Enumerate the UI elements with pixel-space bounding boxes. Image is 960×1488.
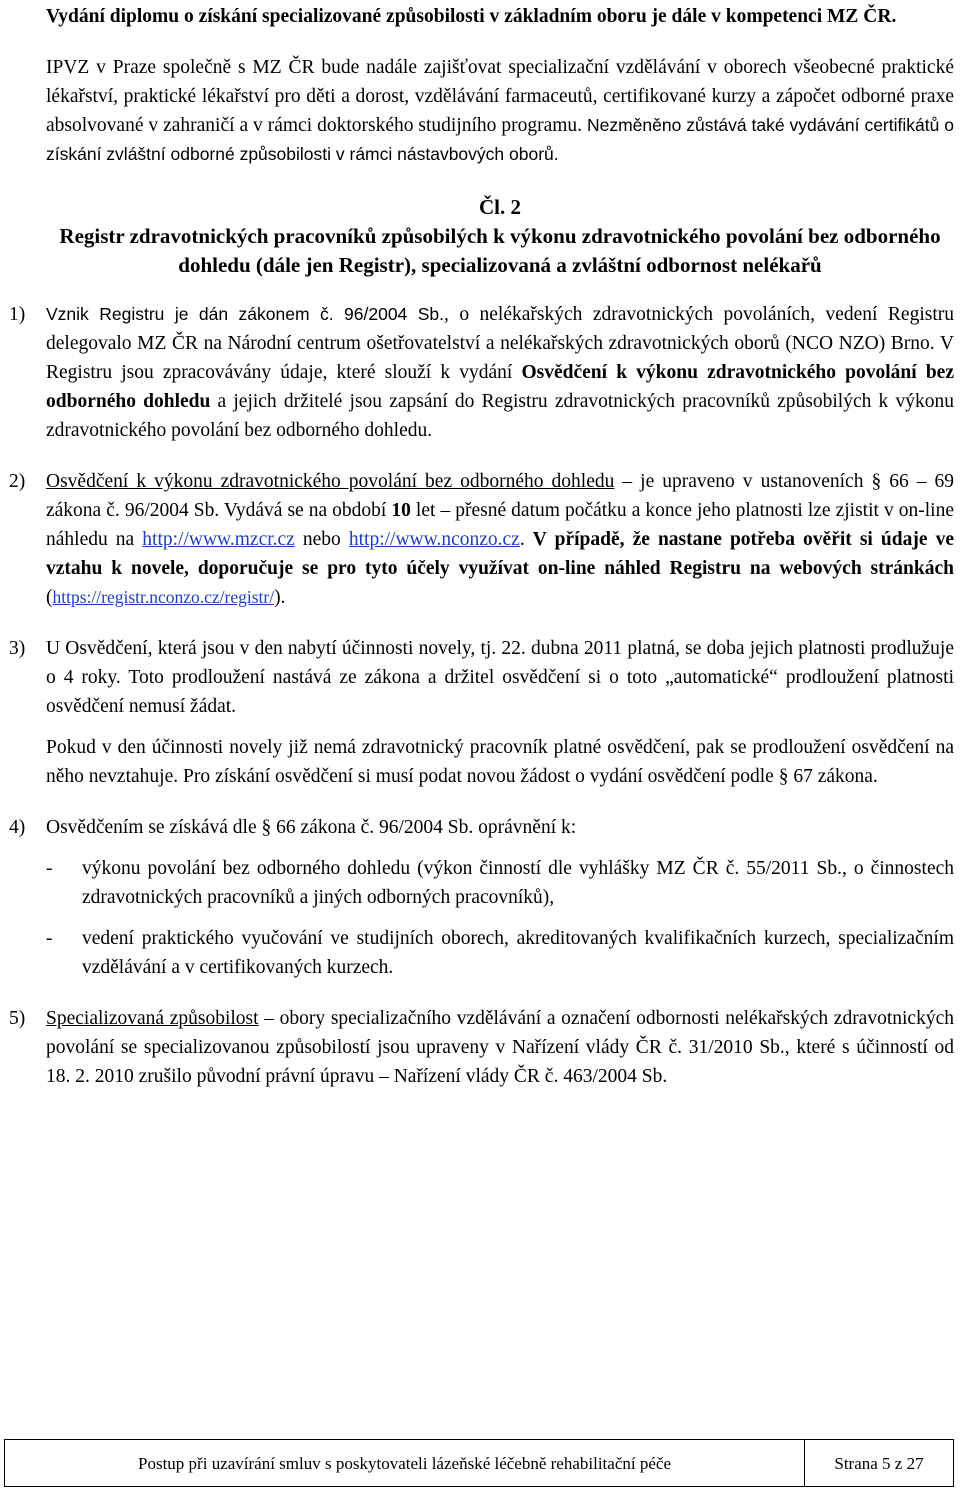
item-number: 5) (9, 1008, 26, 1029)
item-2-text-e: nebo (294, 529, 349, 550)
document-page (9, 2, 955, 1113)
item-2-bold-note: V případě, že nastane potřeba ověřit si údaje ve vztahu k novele, doporučuje se pro tyto účely využívat on-line náhled Registru na webových stránkách (46, 529, 954, 579)
intro-bold-paragraph: Vydání diplomu o získání specializované způsobilosti v základním oboru je dále v kompetenci MZ ČR. (46, 6, 897, 27)
link-mzcr[interactable]: http://www.mzcr.cz (142, 529, 295, 550)
item-2-underlined-title: Osvědčení k výkonu zdravotnického povolání bez odborného dohledu (46, 471, 615, 492)
dash-item-1-text: výkonu povolání bez odborného dohledu (výkon činností dle vyhlášky MZ ČR č. 55/2011 Sb., o činnostech zdravotnických pracovníků a jiných odborných pracovníků), (82, 858, 954, 908)
item-2-text-i: ). (274, 587, 286, 608)
item-1-text-d: a jejich držitelé jsou zapsání do Registru zdravotnických pracovníků způsobilých k výkonu zdravotnického povolání bez odborného dohledu. (46, 391, 954, 441)
item-2-text-d: let – přesné datum počátku a konce jeho platnosti lze zjistit v on-line náhledu na (46, 500, 954, 550)
intro-text-1: IPVZ v Praze společně s MZ ČR bude nadále zajišťovat specializační vzdělávání v oborech všeobecné praktické lékařství, praktické lékařství pro děti a dorost, vzdělávání farmaceutů, certifikované kurzy a zápočet odborné praxe absolvované v zahraničí a v rámci doktorského studijního programu. (46, 57, 954, 136)
intro-paragraph (46, 53, 954, 169)
item-3-paragraph-1: U Osvědčení, která jsou v den nabytí účinnosti novely, tj. 22. dubna 2011 platná, se doba jejich platnosti prodlužuje o 4 roky. Toto prodloužení nastává ze zákona a držitel osvědčení si o toto „automatické“ prodloužení platnosti osvědčení nemusí žádat. (46, 638, 954, 717)
item-5-underlined-title: Specializovaná způsobilost (46, 1008, 259, 1029)
article-title: Registr zdravotnických pracovníků způsobilých k výkonu zdravotnického povolání bez odborného dohledu (dále jen Registr), specializovaná a zvláštní odbornost nelékařů (59, 224, 941, 277)
item-2-text-b: – je upraveno v ustanoveních § 66 – 69 zákona č. 96/2004 Sb. Vydává se na období (46, 471, 955, 521)
footer-title: Postup při uzavírání smluv s poskytovateli lázeňské léčebně rehabilitační péče (5, 1440, 805, 1486)
item-1-bold-certificate: Osvědčení k výkonu zdravotnického povolání bez odborného dohledu (46, 362, 954, 412)
article-number: Čl. 2 (479, 195, 521, 219)
item-4-intro: Osvědčením se získává dle § 66 zákona č. 96/2004 Sb. oprávnění k: (46, 817, 577, 838)
item-2-period: 10 (391, 500, 411, 521)
item-number: 3) (9, 638, 26, 659)
dash-bullet: - (46, 858, 53, 879)
item-5-text-b: – obory specializačního vzdělávání a označení odbornosti nelékařských zdravotnických povolání se specializovanou způsobilostí jsou upraveny v Nařízení vlády ČR č. 31/2010 Sb., které s účinností od 18. 2. 2010 zrušilo původní právní úpravu – Nařízení vlády ČR č. 463/2004 Sb. (46, 1008, 954, 1087)
item-3-paragraph-2: Pokud v den účinnosti novely již nemá zdravotnický pracovník platné osvědčení, pak se prodloužení osvědčení na něho nevztahuje. Pro získání osvědčení si musí podat novou žádost o vydání osvědčení podle § 67 zákona. (46, 737, 954, 787)
list-item-5 (9, 1004, 954, 1091)
list-item-2 (9, 467, 955, 612)
page-footer (4, 1439, 954, 1487)
item-number: 4) (9, 817, 26, 838)
dash-item-2 (46, 924, 954, 982)
list-item-1 (9, 300, 954, 445)
item-number: 2) (9, 471, 26, 492)
item-2-text-f: . (519, 529, 533, 550)
intro-text-2: Nezměněno zůstává také vydávání certifikátů o získání zvláštní odborné způsobilosti v rámci nástavbových oborů. (46, 115, 954, 164)
link-registr[interactable]: https://registr.nconzo.cz/registr/ (52, 587, 275, 607)
item-1-text-b: , o nelékařských zdravotnických povoláních, vedení Registru delegovalo MZ ČR na Národní centrum ošetřovatelství a nelékařských zdravotnických oborů (NCO NZO) Brno. V Registru jsou zpracovávány údaje, které slouží k vydání (46, 304, 954, 383)
list-item-4 (9, 813, 954, 982)
page-number: Strana 5 z 27 (834, 1453, 924, 1473)
link-nconzo[interactable]: http://www.nconzo.cz (348, 529, 520, 550)
dash-bullet: - (46, 928, 53, 949)
item-2-text-h: ( (46, 587, 53, 608)
list-item-3 (9, 634, 954, 791)
dash-item-1 (46, 854, 954, 912)
dash-item-2-text: vedení praktického vyučování ve studijních oborech, akreditovaných kvalifikačních kurzech, specializačním vzdělávání a v certifikovaných kurzech. (82, 928, 954, 978)
item-1-text-a: Vznik Registru je dán zákonem č. 96/2004 Sb. (46, 304, 444, 324)
item-number: 1) (9, 304, 26, 325)
